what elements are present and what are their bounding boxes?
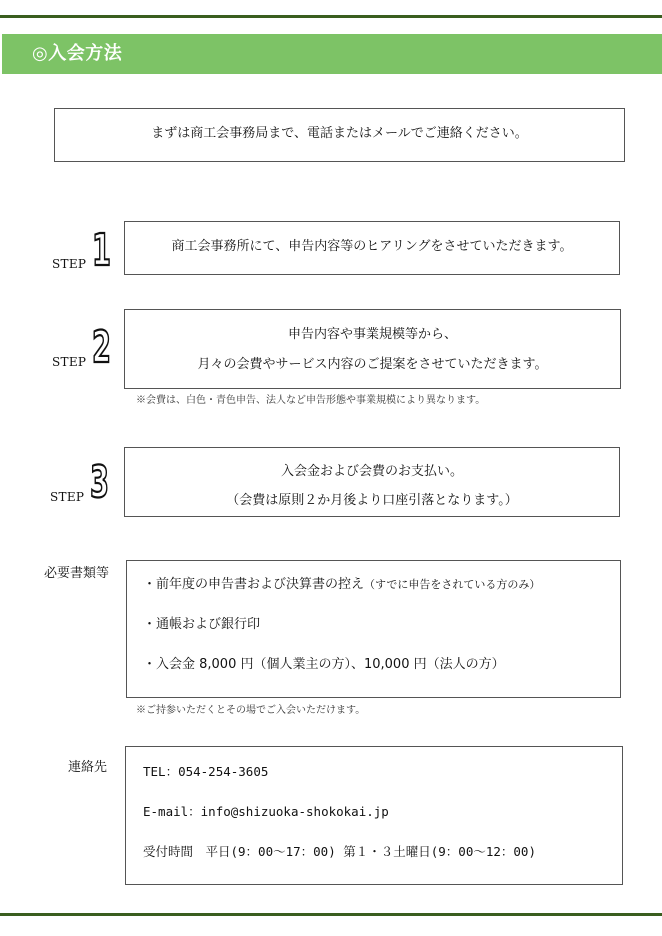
intro-box xyxy=(54,108,625,162)
document-item-main: ・前年度の申告書および決算書の控え xyxy=(143,577,365,592)
step-3-text-line-1: 入会金および会費のお支払い。 xyxy=(280,464,463,479)
step-3-box xyxy=(124,447,620,517)
document-item xyxy=(143,576,540,594)
contact-label: 連絡先 xyxy=(68,760,108,775)
intro-text: まずは商工会事務局まで、電話またはメールでご連絡ください。 xyxy=(151,126,528,141)
step-1-number: 1 xyxy=(92,225,111,276)
documents-note: ※ご持参いただくとその場でご入会いただけます。 xyxy=(136,705,366,716)
step-2-note: ※会費は、白色・青色申告、法人など申告形態や事業規模により異なります。 xyxy=(136,395,486,406)
step-3-text-line-2: （会費は原則２か月後より口座引落となります。） xyxy=(226,493,518,508)
contact-email: E-mail：info@shizuoka-shokokai.jp xyxy=(143,804,389,819)
step-2-box xyxy=(124,309,621,389)
top-rule xyxy=(0,15,662,18)
section-title: ◎入会方法 xyxy=(32,43,123,64)
bottom-rule xyxy=(0,913,662,916)
document-item-main: ・入会金 8,000 円（個人業主の方）、10,000 円（法人の方） xyxy=(143,657,505,672)
section-header xyxy=(2,34,662,74)
documents-box xyxy=(126,560,621,698)
documents-label: 必要書類等 xyxy=(44,566,110,581)
step-2-text-line-1: 申告内容や事業規模等から、 xyxy=(287,327,457,342)
step-3-number: 3 xyxy=(90,457,109,508)
step-2-label: STEP xyxy=(52,355,87,369)
document-item xyxy=(143,656,505,674)
document-item-main: ・通帳および銀行印 xyxy=(143,617,261,632)
step-2-text-line-2: 月々の会費やサービス内容のご提案をさせていただきます。 xyxy=(197,357,548,372)
step-1-text: 商工会事務所にて、申告内容等のヒアリングをさせていただきます。 xyxy=(171,239,573,254)
contact-hours: 受付時間 平日(9：00～17：00) 第１・３土曜日(9：00～12：00) xyxy=(143,844,536,859)
contact-tel: TEL：054-254-3605 xyxy=(143,764,269,779)
step-1-label: STEP xyxy=(52,257,87,271)
step-3-label: STEP xyxy=(50,490,85,504)
contact-box xyxy=(125,746,623,885)
step-1-box xyxy=(124,221,620,275)
document-item-sub: （すでに申告をされている方のみ） xyxy=(364,578,541,591)
step-2-number: 2 xyxy=(92,322,111,373)
document-item xyxy=(143,616,260,634)
